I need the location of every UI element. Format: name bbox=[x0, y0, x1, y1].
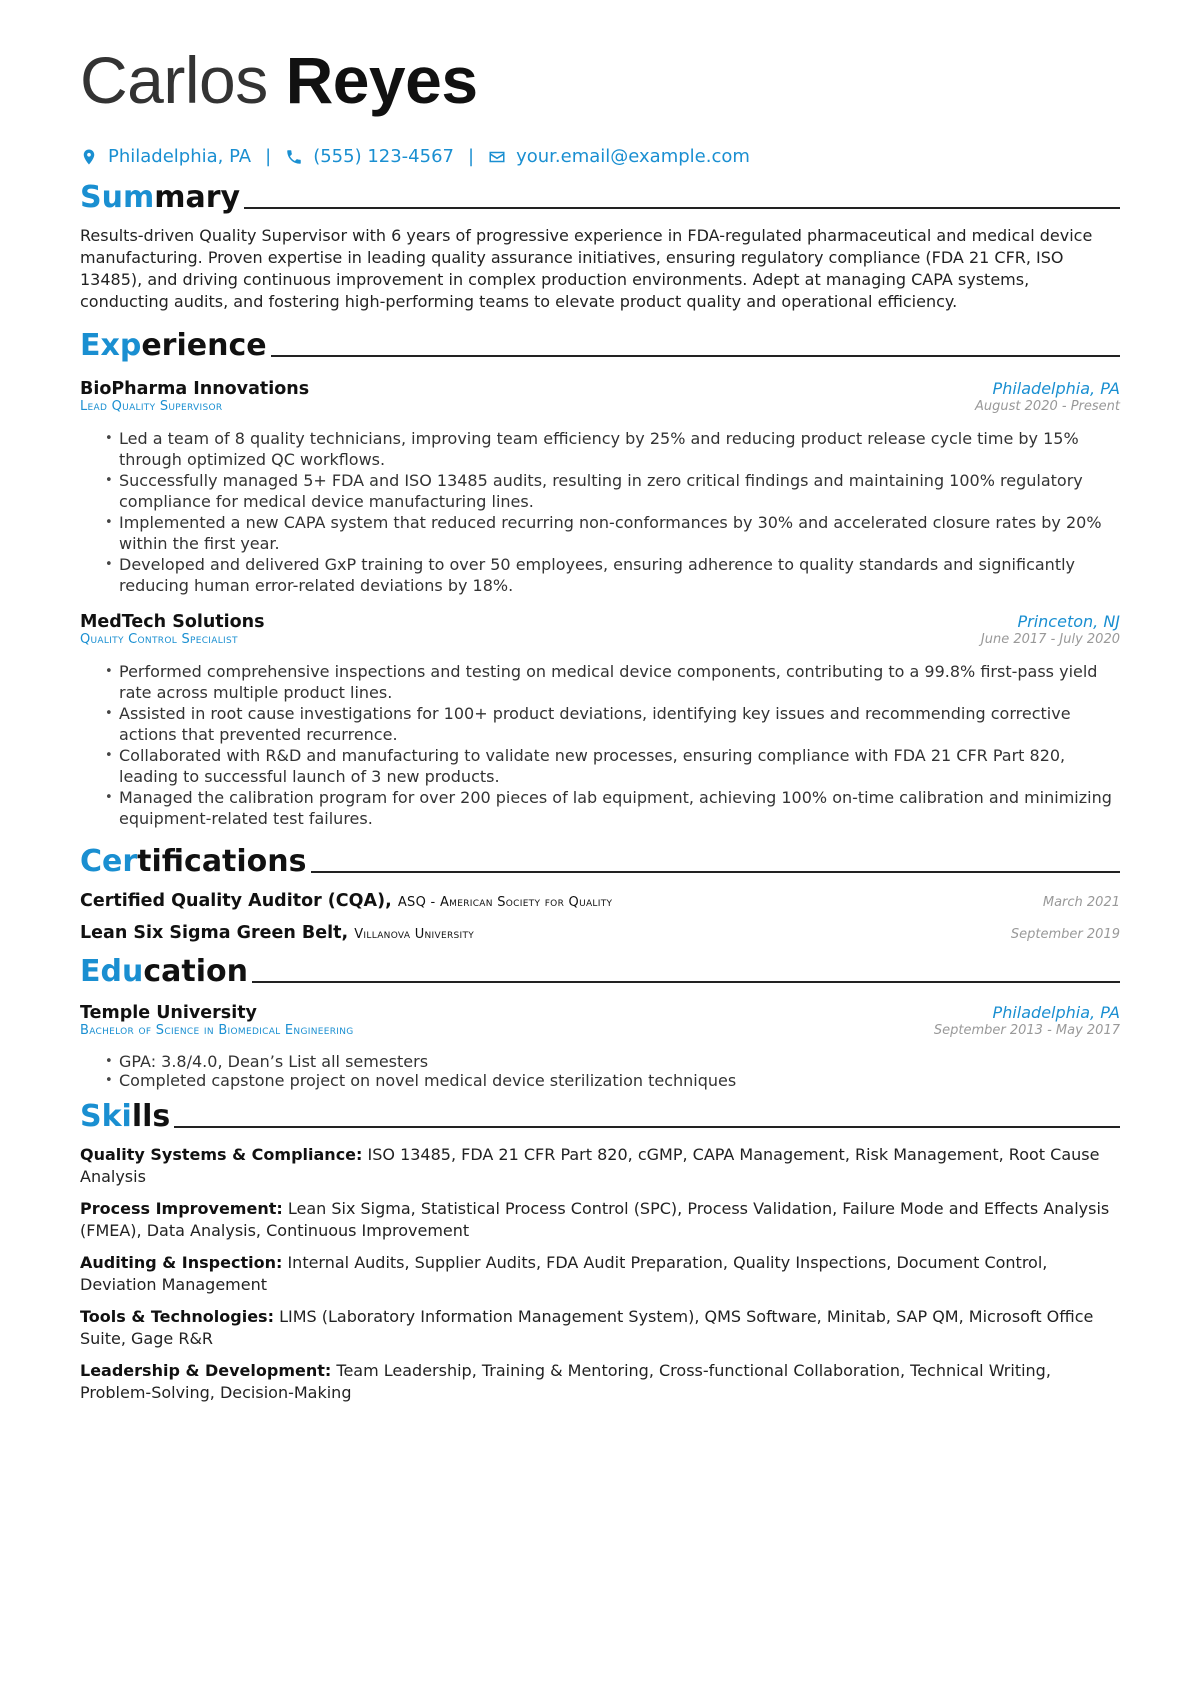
contact-phone bbox=[285, 146, 454, 167]
contact-bar bbox=[80, 146, 1120, 167]
map-pin-icon bbox=[80, 148, 98, 166]
school-location: Philadelphia, PA bbox=[992, 1003, 1120, 1022]
certification-name: Certified Quality Auditor (CQA) bbox=[80, 891, 386, 911]
certification-date: September 2019 bbox=[1010, 927, 1120, 942]
bullet-item: • Led a team of 8 quality technicians, improving team efficiency by 25% and reducing product release cycle time by 15% through optimized QC workflows. bbox=[119, 428, 1120, 470]
skill-category: Auditing & Inspection: bbox=[80, 1253, 283, 1272]
skill-row bbox=[80, 1144, 1120, 1188]
job-bullets bbox=[80, 428, 1120, 596]
job-entry bbox=[80, 612, 1120, 829]
job-entry bbox=[80, 379, 1120, 596]
job-dates: August 2020 - Present bbox=[975, 399, 1120, 414]
contact-separator: | bbox=[468, 146, 475, 167]
certifications-heading bbox=[80, 843, 1120, 879]
certification-name: Lean Six Sigma Green Belt bbox=[80, 923, 342, 943]
education-dates: September 2013 - May 2017 bbox=[933, 1023, 1120, 1038]
heading-rule bbox=[174, 1126, 1120, 1128]
contact-location bbox=[80, 146, 251, 167]
certification-item: Certified Quality Auditor (CQA), ASQ - American Society for Quality March 2021 bbox=[80, 891, 1120, 911]
phone-icon bbox=[285, 148, 303, 166]
heading-accent: Exp bbox=[80, 328, 142, 363]
job-bullets bbox=[80, 661, 1120, 829]
bullet-item: • Successfully managed 5+ FDA and ISO 13485 audits, resulting in zero critical findings and maintaining 100% regulatory compliance for medical device manufacturing lines. bbox=[119, 470, 1120, 512]
heading-rule bbox=[252, 981, 1120, 983]
job-location: Philadelphia, PA bbox=[992, 379, 1120, 398]
skill-values: Internal Audits, Supplier Audits, FDA Audit Preparation, Quality Inspections, Document Control, Deviation Management bbox=[80, 1253, 1048, 1294]
summary-text: Results-driven Quality Supervisor with 6 years of progressive experience in FDA-regulated pharmaceutical and medical device manufacturing. Proven expertise in leading quality assurance initiatives, ensuring regulatory compliance (FDA 21 CFR, ISO 13485), and driving continuous improvement in complex production environments. Adept at managing CAPA systems, conducting audits, and fostering high-performing teams to elevate product quality and operational efficiency. bbox=[80, 226, 1093, 311]
job-dates: June 2017 - July 2020 bbox=[980, 632, 1120, 647]
skill-row bbox=[80, 1252, 1120, 1296]
heading-rest: erience bbox=[141, 328, 267, 363]
skill-values: LIMS (Laboratory Information Management System), QMS Software, Minitab, SAP QM, Microsoft Office Suite, Gage R&R bbox=[80, 1307, 1094, 1348]
email-link[interactable]: your.email@example.com bbox=[516, 146, 750, 167]
certification-date: March 2021 bbox=[1042, 895, 1120, 910]
job-title: Lead Quality Supervisor bbox=[80, 399, 223, 414]
bullet-item: • Completed capstone project on novel medical device sterilization techniques bbox=[119, 1071, 1120, 1090]
school-name: Temple University bbox=[80, 1003, 257, 1023]
heading-accent: Sum bbox=[80, 180, 155, 215]
heading-accent: Edu bbox=[80, 954, 144, 989]
envelope-icon bbox=[488, 148, 506, 166]
heading-rest: mary bbox=[154, 180, 241, 215]
bullet-item: • Performed comprehensive inspections and testing on medical device components, contributing to a 99.8% first-pass yield rate across multiple product lines. bbox=[119, 661, 1120, 703]
heading-rule bbox=[244, 207, 1120, 209]
heading-rest: lls bbox=[131, 1099, 171, 1134]
job-location: Princeton, NJ bbox=[1017, 612, 1120, 631]
heading-rest: tifications bbox=[137, 844, 307, 879]
location-text: Philadelphia, PA bbox=[108, 146, 252, 167]
bullet-item: • Assisted in root cause investigations for 100+ product deviations, identifying key issues and recommending corrective actions that prevented recurrence. bbox=[119, 703, 1120, 745]
skill-values: Lean Six Sigma, Statistical Process Control (SPC), Process Validation, Failure Mode and Effects Analysis (FMEA), Data Analysis, Continuous Improvement bbox=[80, 1199, 1110, 1240]
education-entry bbox=[80, 1003, 1120, 1090]
skills-heading bbox=[80, 1098, 1120, 1134]
skill-row bbox=[80, 1306, 1120, 1350]
education-bullets bbox=[80, 1052, 1120, 1090]
skill-category: Leadership & Development: bbox=[80, 1361, 332, 1380]
last-name: Reyes bbox=[285, 43, 478, 117]
certification-item: Lean Six Sigma Green Belt, Villanova University September 2019 bbox=[80, 923, 1120, 943]
skill-category: Process Improvement: bbox=[80, 1199, 283, 1218]
certification-org: ASQ - American Society for Quality bbox=[397, 895, 613, 910]
heading-rule bbox=[311, 871, 1120, 873]
candidate-name bbox=[80, 40, 1120, 120]
heading-rule bbox=[271, 355, 1120, 357]
heading-accent: Ski bbox=[80, 1099, 132, 1134]
bullet-item: • Developed and delivered GxP training to over 50 employees, ensuring adherence to quality standards and significantly reducing human error-related deviations by 18%. bbox=[119, 554, 1120, 596]
skill-row bbox=[80, 1198, 1120, 1242]
degree: Bachelor of Science in Biomedical Engineering bbox=[80, 1023, 354, 1038]
contact-email[interactable] bbox=[488, 146, 750, 167]
bullet-item: • Collaborated with R&D and manufacturing to validate new processes, ensuring compliance with FDA 21 CFR Part 820, leading to successful launch of 3 new products. bbox=[119, 745, 1120, 787]
heading-accent: Cer bbox=[80, 844, 138, 879]
skill-row bbox=[80, 1360, 1120, 1404]
bullet-item: • Implemented a new CAPA system that reduced recurring non-conformances by 30% and accelerated closure rates by 20% within the first year. bbox=[119, 512, 1120, 554]
contact-separator: | bbox=[265, 146, 272, 167]
company-name: BioPharma Innovations bbox=[80, 379, 310, 399]
bullet-item: • GPA: 3.8/4.0, Dean’s List all semesters bbox=[119, 1052, 1120, 1071]
company-name: MedTech Solutions bbox=[80, 612, 265, 632]
skill-values: Team Leadership, Training & Mentoring, Cross-functional Collaboration, Technical Writing, Problem-Solving, Decision-Making bbox=[80, 1361, 1051, 1402]
phone-text: (555) 123-4567 bbox=[313, 146, 454, 167]
job-title: Quality Control Specialist bbox=[80, 632, 238, 647]
first-name: Carlos bbox=[80, 43, 268, 117]
summary-heading bbox=[80, 179, 1120, 215]
experience-heading bbox=[80, 327, 1120, 363]
skill-category: Quality Systems & Compliance: bbox=[80, 1145, 363, 1164]
education-heading bbox=[80, 953, 1120, 989]
skill-values: ISO 13485, FDA 21 CFR Part 820, cGMP, CAPA Management, Risk Management, Root Cause Analysis bbox=[80, 1145, 1100, 1186]
bullet-item: • Managed the calibration program for over 200 pieces of lab equipment, achieving 100% on-time calibration and minimizing equipment-related test failures. bbox=[119, 787, 1120, 829]
heading-rest: cation bbox=[143, 954, 248, 989]
certification-org: Villanova University bbox=[354, 927, 475, 942]
skill-category: Tools & Technologies: bbox=[80, 1307, 274, 1326]
